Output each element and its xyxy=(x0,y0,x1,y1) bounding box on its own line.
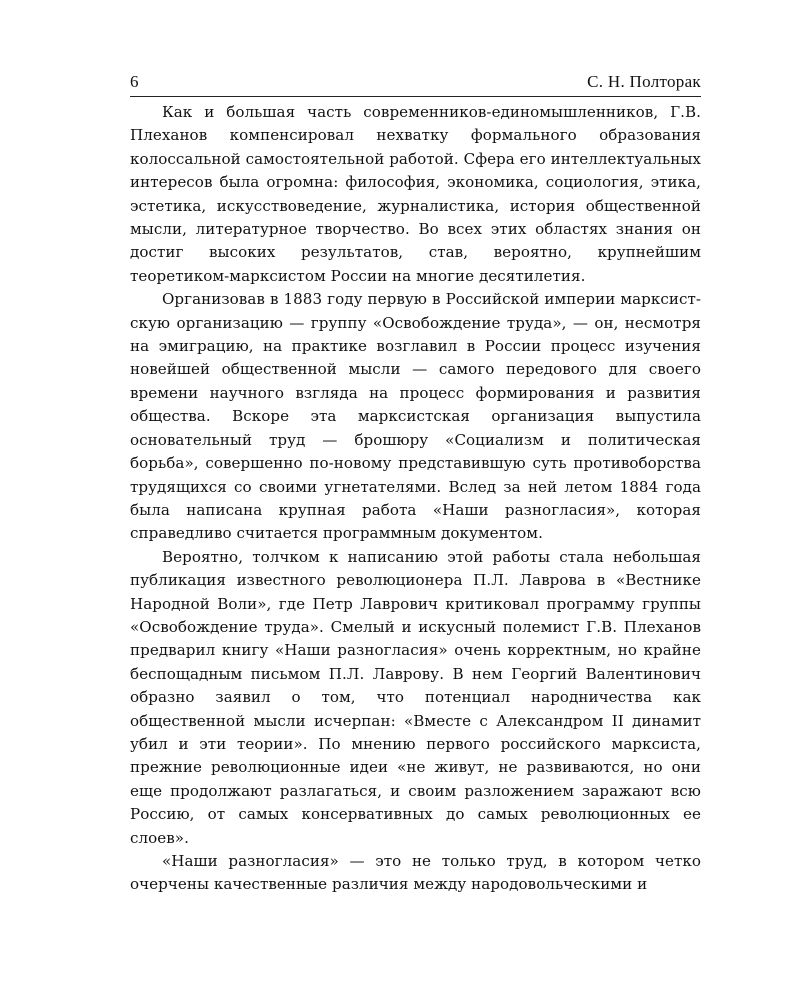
header-rule xyxy=(130,96,701,97)
body-text xyxy=(130,101,701,897)
paragraph: «Наши разногласия» — это не только труд, в котором четко очерчены качественные различия между народовольческими и xyxy=(130,852,701,894)
running-head-author: С. Н. Полторак xyxy=(587,72,701,91)
running-head xyxy=(130,72,701,96)
book-page xyxy=(130,72,701,897)
page-number: 6 xyxy=(130,72,139,91)
paragraph: Организовав в 1883 году первую в Российской империи марксистскую организацию — группу «Освобождение труда», — он, несмотря на эмиграцию, на практике возглавил в России процесс изучения новейшей общественной мысли — самого передового для своего времени научного взгляда на процесс формирования и развития общества. Вскоре эта марксистская организация выпустила основательный труд — брошюру «Социализм и политическая борьба», совершенно по-новому представившую суть противоборства трудящихся со своими угнетателями. Вслед за ней летом 1884 года была написана крупная работа «Наши разногласия», которая справедливо считается программным документом. xyxy=(130,290,701,543)
paragraph: Вероятно, толчком к написанию этой работы стала небольшая публикация известного революционера П.Л. Лаврова в «Вестнике Народной Воли», где Петр Лаврович критиковал программу группы «Освобождение труда». Смелый и искусный полемист Г.В. Плеханов предварил книгу «Наши разногласия» очень корректным, но крайне беспощадным письмом П.Л. Лаврову. В нем Георгий Валентинович образно заявил о том, что потенциал народничества как общественной мысли исчерпан: «Вместе с Александром II динамит убил и эти теории». По мнению первого российского марксиста, прежние революционные идеи «не живут, не развиваются, но они еще продолжают разлагаться, и своим разложением заражают всю Россию, от самых консервативных до самых революционных ее слоев». xyxy=(130,547,701,847)
paragraph: Как и большая часть современников-единомышленников, Г.В. Плеханов компенсировал нехватку формального образования колоссальной самостоятельной работой. Сфера его интеллектуальных интересов была огромна: философия, экономика, социология, этика, эстетика, искусствоведение, журналистика, история общественной мысли, литературное творчество. Во всех этих областях знания он достиг высоких результатов, став, вероятно, крупнейшим теоретиком-марксистом России на многие десятилетия. xyxy=(130,103,701,285)
